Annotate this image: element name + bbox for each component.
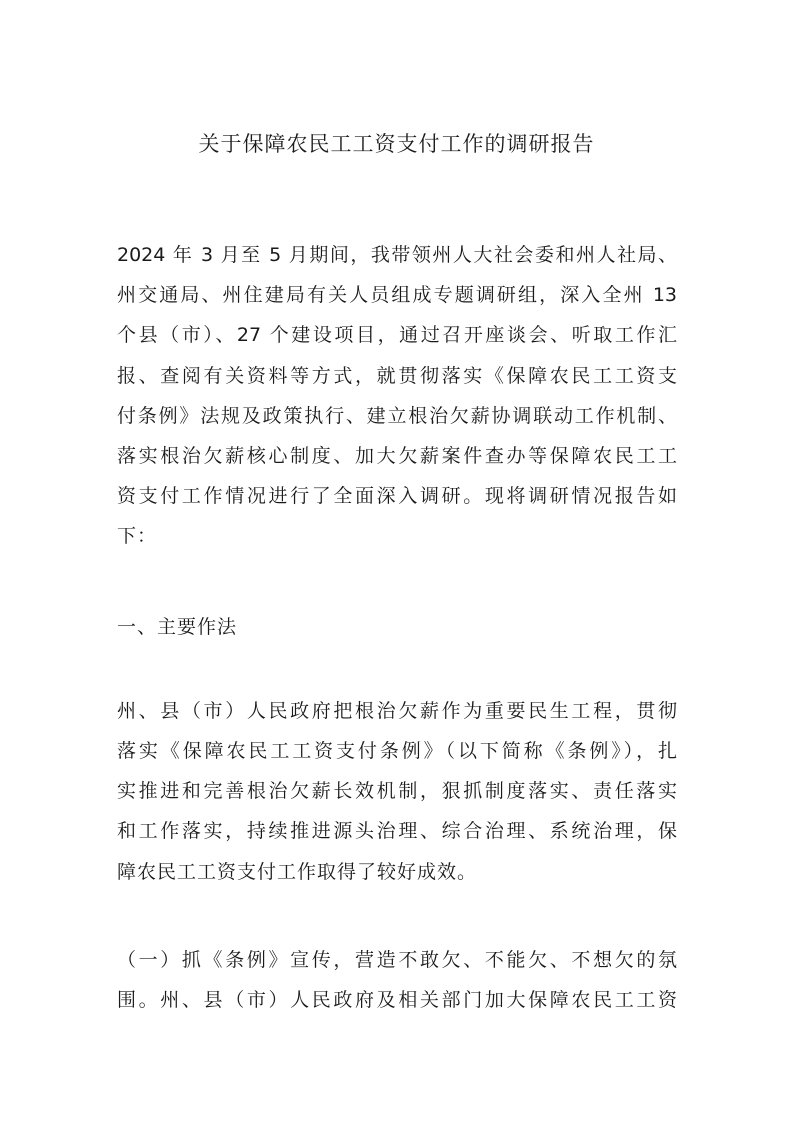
para-1-line-1: 州、县（市）人民政府把根治欠薪作为重要民生工程，贯彻 bbox=[117, 700, 677, 722]
intro-line-6: 落实根治欠薪核心制度、加大欠薪案件查办等保障农民工工 bbox=[117, 445, 677, 467]
intro-line-1: 2024 年 3 月至 5 月期间，我带领州人大社会委和州人社局、 bbox=[117, 244, 677, 266]
para-1-line-5: 障农民工工资支付工作取得了较好成效。 bbox=[117, 861, 478, 883]
intro-line-3: 个县（市）、27 个建设项目，通过召开座谈会、听取工作汇 bbox=[117, 324, 677, 346]
intro-line-7: 资支付工作情况进行了全面深入调研。现将调研情况报告如 bbox=[117, 485, 677, 507]
intro-line-4: 报、查阅有关资料等方式，就贯彻落实《保障农民工工资支 bbox=[117, 365, 677, 387]
document-title: 关于保障农民工工资支付工作的调研报告 bbox=[198, 132, 595, 156]
section-heading-1: 一、主要作法 bbox=[117, 616, 238, 638]
para-1-line-4: 和工作落实，持续推进源头治理、综合治理、系统治理，保 bbox=[117, 820, 677, 842]
para-2-line-2: 围。州、县（市）人民政府及相关部门加大保障农民工工资 bbox=[117, 989, 677, 1011]
intro-line-2: 州交通局、州住建局有关人员组成专题调研组，深入全州 13 bbox=[117, 284, 677, 306]
para-1-line-2: 落实《保障农民工工资支付条例》（以下简称《条例》），扎 bbox=[117, 740, 677, 762]
intro-line-8: 下： bbox=[117, 525, 158, 547]
para-1-line-3: 实推进和完善根治欠薪长效机制，狠抓制度落实、责任落实 bbox=[117, 780, 677, 802]
para-2-line-1: （一）抓《条例》宣传，营造不敢欠、不能欠、不想欠的氛 bbox=[117, 949, 677, 971]
intro-line-5: 付条例》法规及政策执行、建立根治欠薪协调联动工作机制、 bbox=[117, 405, 677, 427]
